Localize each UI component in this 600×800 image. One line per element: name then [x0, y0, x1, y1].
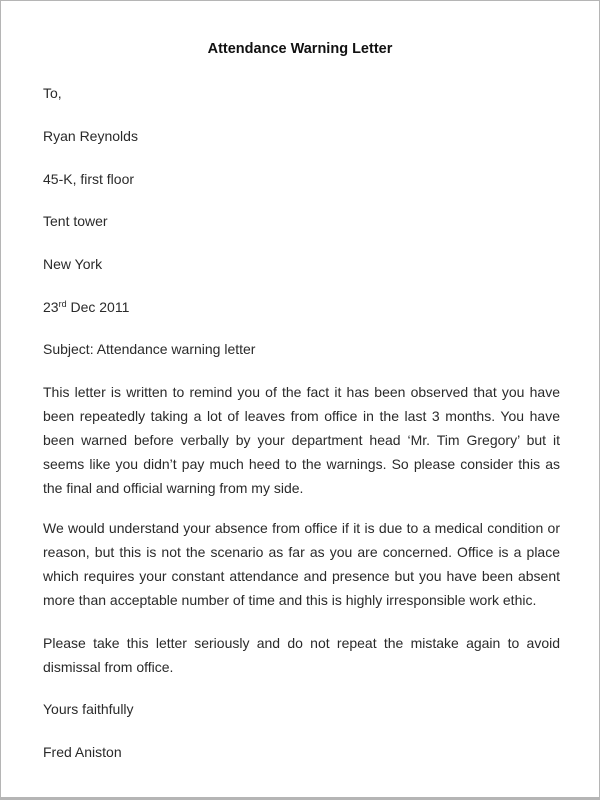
body-paragraph-1: This letter is written to remind you of the fact it has been observed that you have been repeatedly taking a lot of leaves from office in the last 3 months. You have been warned before verbally by your department head ‘Mr. Tim Gregory’ but it seems like you didn’t pay much heed to the warnings. So please consider this as the final and official warning from my side. [43, 384, 560, 496]
signature: Fred Aniston [43, 744, 122, 760]
letter-title: Attendance Warning Letter [207, 41, 393, 57]
closing: Yours faithfully [43, 701, 134, 717]
body-paragraph-2: We would understand your absence from office if it is due to a medical condition or reason, but this is not the scenario as far as you are concerned. Office is a place which requires your constant attendance and presence but you have been absent more than acceptable number of time and this is highly irresponsible work ethic. [43, 520, 560, 608]
date-day: 23 [43, 299, 59, 315]
body-paragraph-3: Please take this letter seriously and do not repeat the mistake again to avoid dismissal from office. [43, 635, 560, 675]
recipient-address-line2: Tent tower [43, 213, 108, 229]
recipient-name: Ryan Reynolds [43, 128, 138, 144]
letter-subject: Subject: Attendance warning letter [43, 341, 256, 357]
salutation: To, [43, 85, 62, 101]
date-rest: Dec 2011 [66, 299, 130, 315]
recipient-address-line1: 45-K, first floor [43, 171, 135, 187]
recipient-city: New York [43, 256, 103, 272]
letter-date [43, 299, 129, 315]
date-suffix: rd [58, 299, 67, 309]
